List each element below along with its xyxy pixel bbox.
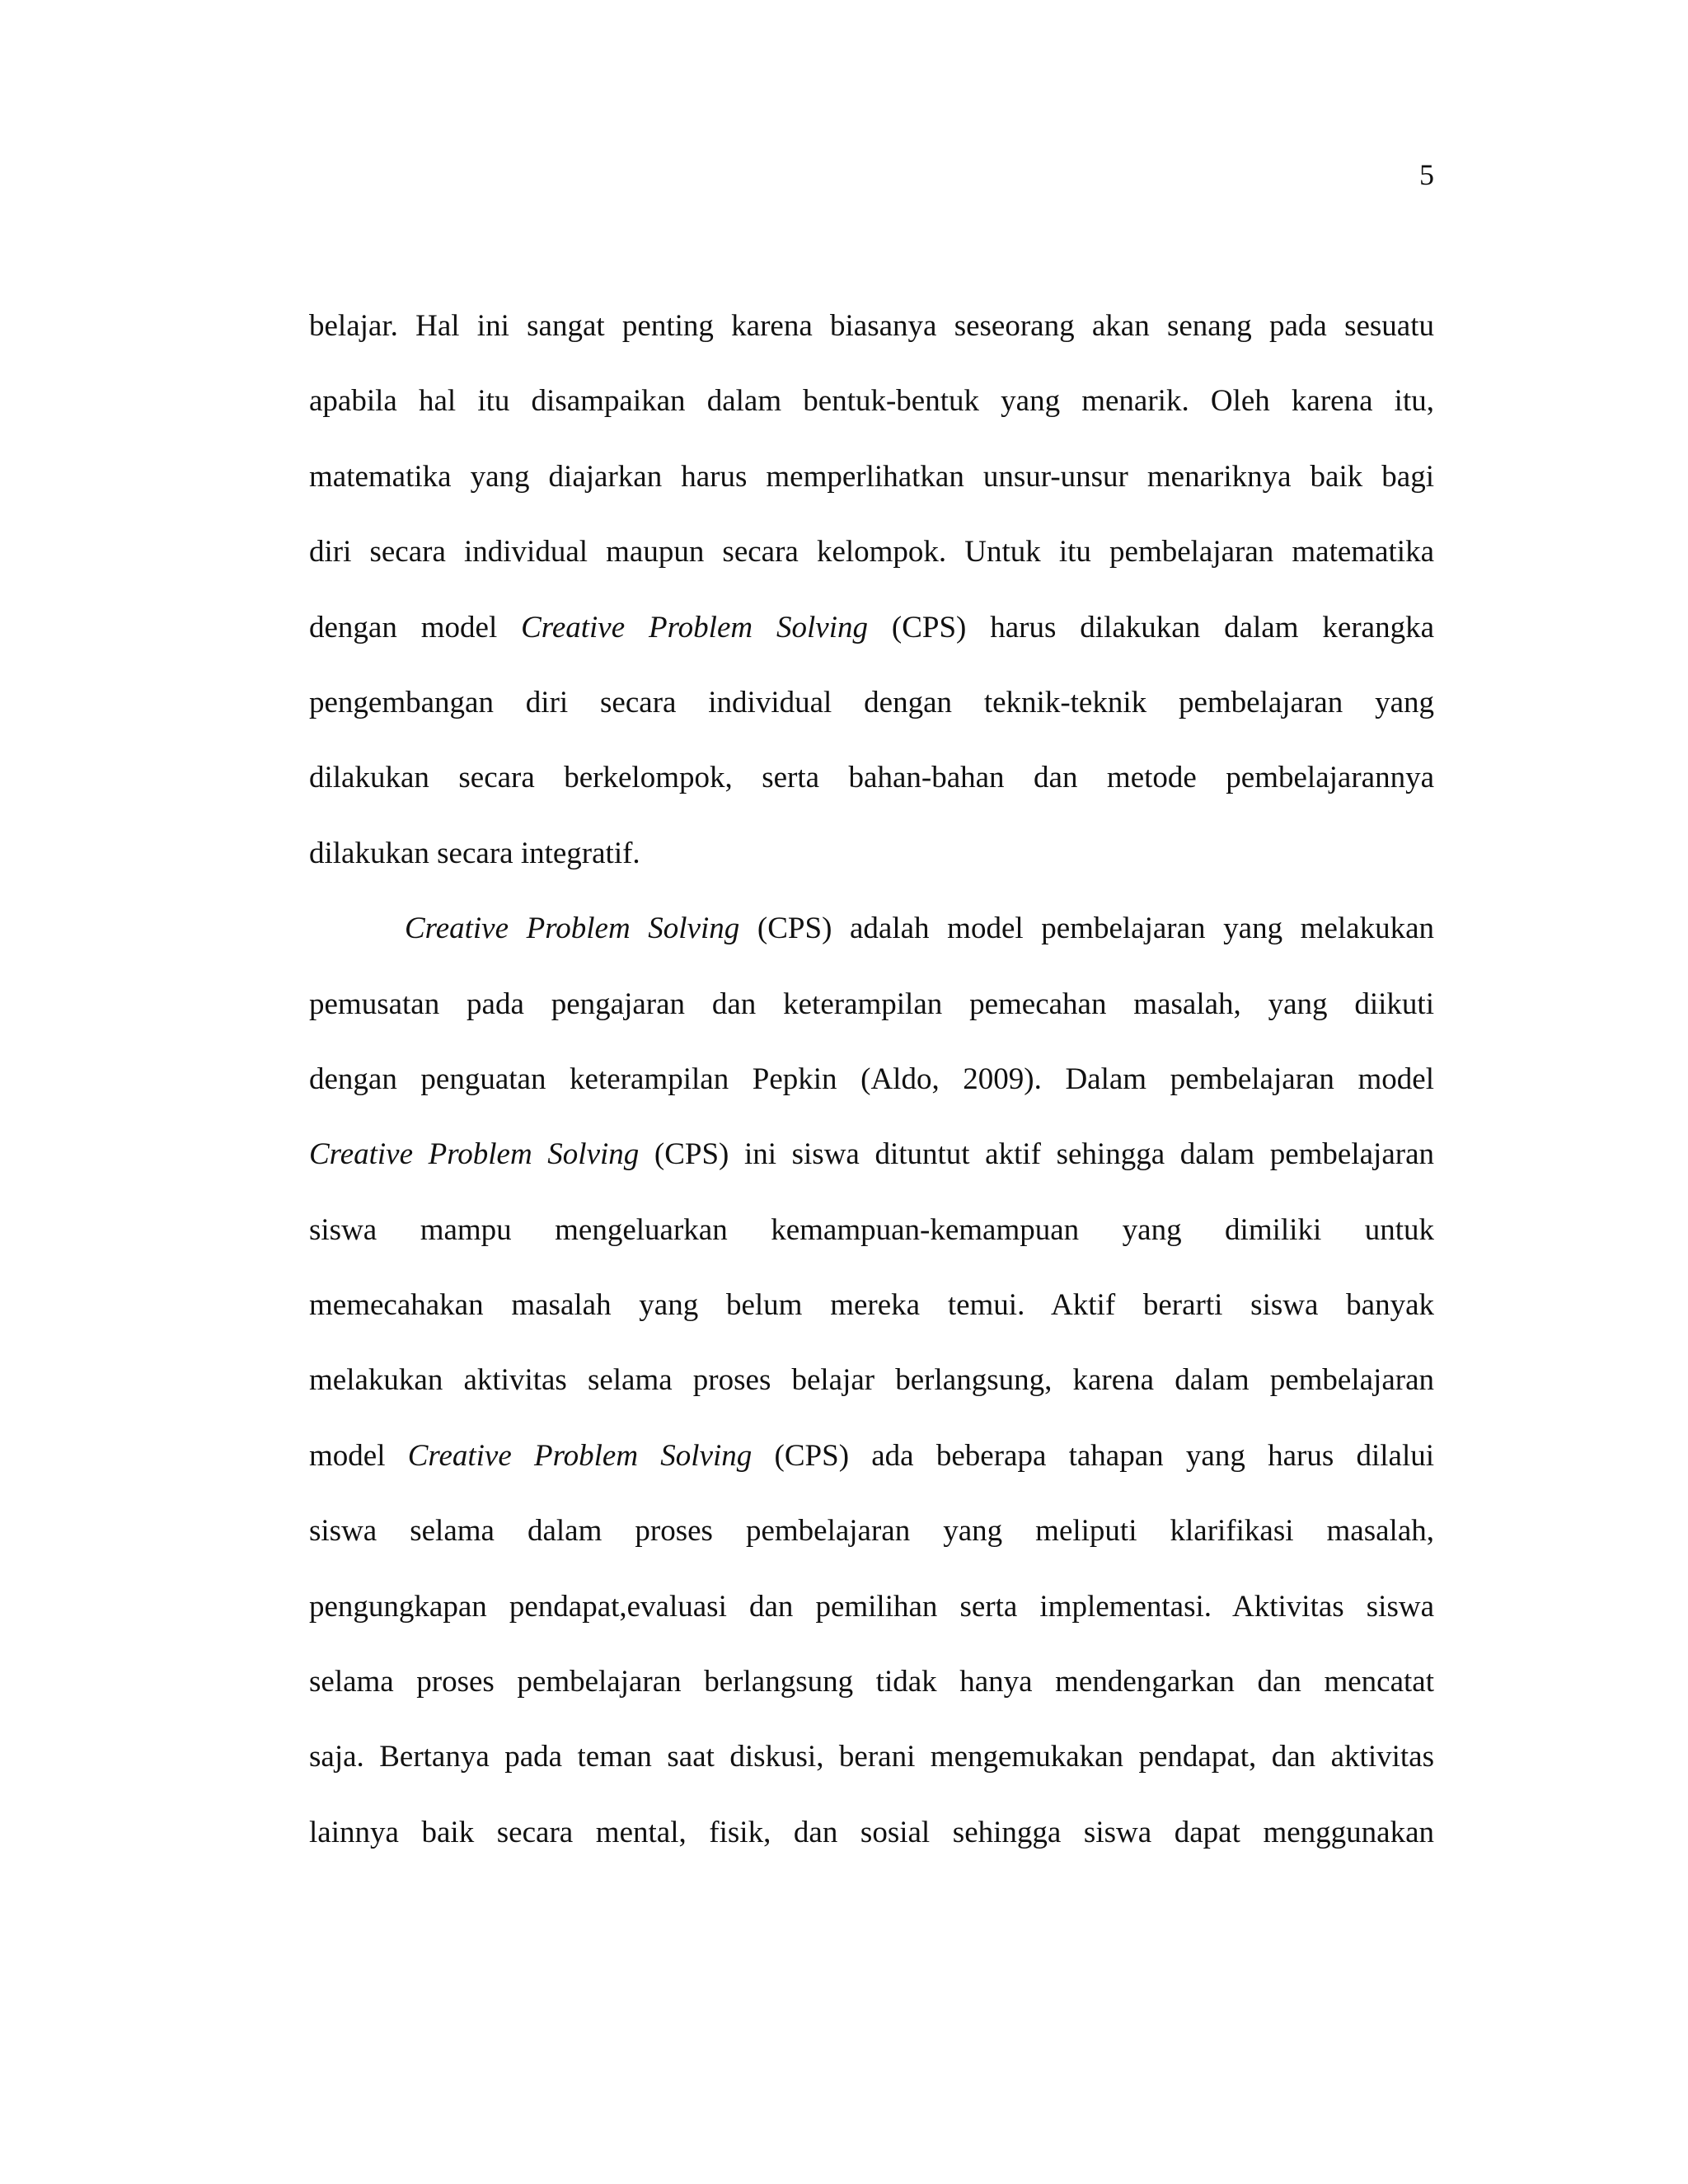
text-run: diri secara individual maupun secara kelompok. Untuk itu pembelajaran matematika <box>309 535 1434 569</box>
page-number: 5 <box>1419 158 1434 191</box>
text-run: (CPS) ini siswa dituntut aktif sehingga dalam pembelajaran <box>639 1137 1434 1172</box>
italic-term: Creative Problem Solving <box>521 610 868 644</box>
italic-term: Creative Problem Solving <box>407 1438 753 1473</box>
text-run: matematika yang diajarkan harus memperlihatkan unsur-unsur menariknya baik bagi <box>309 459 1434 494</box>
text-run: belajar. Hal ini sangat penting karena biasanya seseorang akan senang pada sesuatu <box>309 309 1434 343</box>
text-run: selama proses pembelajaran berlangsung tidak hanya mendengarkan dan mencatat <box>309 1665 1434 1699</box>
paragraph-2-line-1 <box>309 904 1434 979</box>
text-run: dilakukan secara berkelompok, serta bahan-bahan dan metode pembelajarannya <box>309 761 1434 795</box>
text-run: (CPS) ada beberapa tahapan yang harus dilalui <box>752 1438 1434 1473</box>
paragraph-2-line-9 <box>309 1507 1434 1582</box>
text-run: model <box>309 1438 408 1473</box>
paragraph-2-line-4 <box>309 1130 1434 1205</box>
paragraph-2-line-13 <box>309 1808 1434 1883</box>
paragraph-1-line-8 <box>309 829 1434 904</box>
paragraph-1-line-7 <box>309 753 1434 828</box>
paragraph-1-line-3 <box>309 452 1434 527</box>
text-run: memecahakan masalah yang belum mereka temui. Aktif berarti siswa banyak <box>309 1288 1434 1323</box>
text-run: pengungkapan pendapat,evaluasi dan pemilihan serta implementasi. Aktivitas siswa <box>309 1589 1434 1624</box>
text-run: dilakukan secara integratif. <box>309 836 640 870</box>
italic-term: Creative Problem Solving <box>309 1137 640 1172</box>
text-run: apabila hal itu disampaikan dalam bentuk-bentuk yang menarik. Oleh karena itu, <box>309 384 1434 419</box>
text-run: siswa mampu mengeluarkan kemampuan-kemampuan yang dimiliki untuk <box>309 1212 1434 1247</box>
text-run: saja. Bertanya pada teman saat diskusi, berani mengemukakan pendapat, dan aktivitas <box>309 1740 1434 1774</box>
text-run: siswa selama dalam proses pembelajaran yang meliputi klarifikasi masalah, <box>309 1514 1434 1549</box>
paragraph-2-line-6 <box>309 1281 1434 1356</box>
paragraph-1-line-6 <box>309 678 1434 753</box>
paragraph-2-line-2 <box>309 980 1434 1055</box>
paragraph-2-line-12 <box>309 1732 1434 1807</box>
paragraph-2-line-11 <box>309 1657 1434 1732</box>
paragraph-2-line-3 <box>309 1055 1434 1130</box>
text-run: (CPS) harus dilakukan dalam kerangka <box>867 610 1434 644</box>
paragraph-2-line-10 <box>309 1582 1434 1657</box>
body-text <box>309 302 1434 1883</box>
paragraph-2-line-8 <box>309 1432 1434 1507</box>
paragraph-1-line-1 <box>309 302 1434 377</box>
paragraph-1-line-2 <box>309 377 1434 452</box>
paragraph-1-line-4 <box>309 527 1434 602</box>
italic-term: Creative Problem Solving <box>405 912 740 946</box>
paragraph-2-line-5 <box>309 1206 1434 1281</box>
text-run: dengan penguatan keterampilan Pepkin (Aldo, 2009). Dalam pembelajaran model <box>309 1062 1434 1096</box>
text-run: lainnya baik secara mental, fisik, dan sosial sehingga siswa dapat menggunakan <box>309 1815 1434 1849</box>
paragraph-1-line-5 <box>309 603 1434 678</box>
paragraph-2-line-7 <box>309 1356 1434 1431</box>
text-run: dengan model <box>309 610 522 644</box>
text-run: pengembangan diri secara individual dengan teknik-teknik pembelajaran yang <box>309 685 1434 719</box>
text-run: pemusatan pada pengajaran dan keterampilan pemecahan masalah, yang diikuti <box>309 987 1434 1021</box>
text-run: melakukan aktivitas selama proses belajar berlangsung, karena dalam pembelajaran <box>309 1363 1434 1398</box>
text-run: (CPS) adalah model pembelajaran yang melakukan <box>739 912 1435 946</box>
